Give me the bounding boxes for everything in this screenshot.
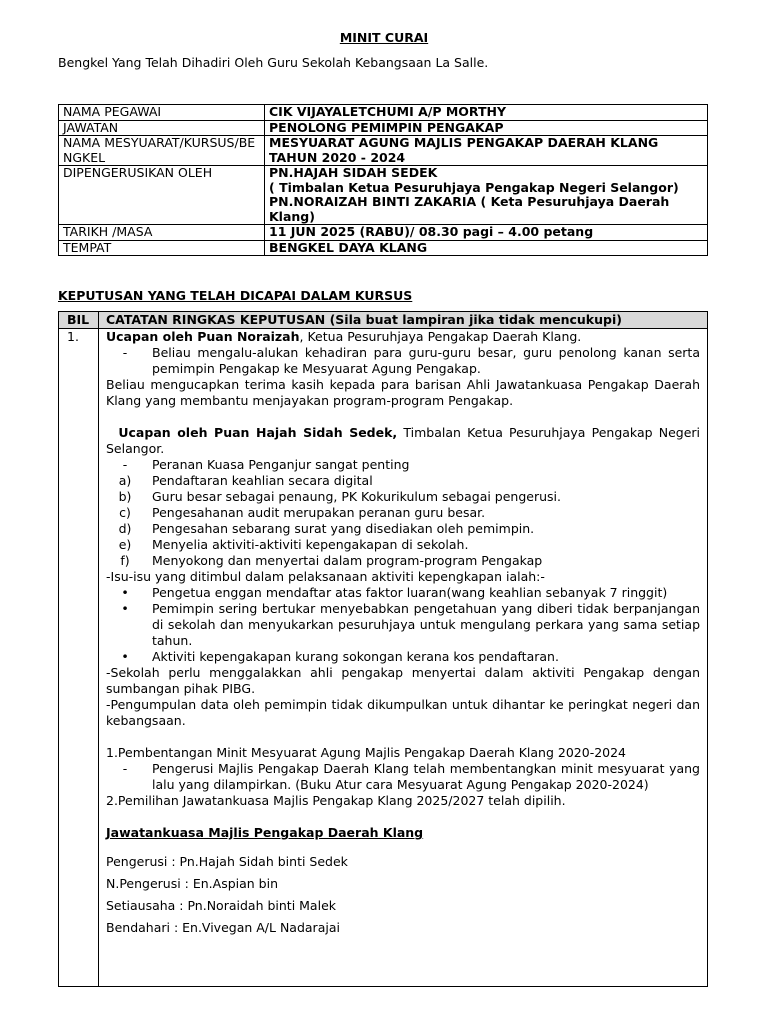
issues-intro: -Isu-isu yang ditimbul dalam pelaksanaan aktiviti kepengkapan ialah:- [106, 569, 545, 584]
ucapan-1-heading [106, 329, 700, 345]
info-row-nama-mesyuarat [59, 136, 708, 166]
list-marker: b) [118, 489, 132, 504]
list-text: Pengesahan sebarang surat yang disediakan oleh pemimpin. [152, 521, 535, 536]
page-title: MINIT CURAI [339, 30, 429, 45]
list-marker: e) [118, 537, 132, 552]
info-label: JAWATAN [59, 120, 265, 136]
info-label: DIPENGERUSIKAN OLEH [59, 166, 265, 225]
info-label: NAMA MESYUARAT/KURSUS/BENGKEL [59, 136, 265, 166]
bullet-text: Pemimpin sering bertukar menyebabkan pengetahuan yang diberi tidak berpanjangan di sekolah dan menyukarkan pesuruhjaya untuk mengulang perkara yang sama setiap tahun. [152, 601, 700, 648]
list-item [106, 553, 700, 569]
info-row-nama-pegawai [59, 105, 708, 121]
committee-member: Pengerusi : Pn.Hajah Sidah binti Sedek [106, 854, 348, 869]
paragraph: Beliau mengucapkan terima kasih kepada para barisan Ahli Jawatankuasa Pengakap Daerah Klang yang membantu menjayakan program-program Pengakap. [106, 377, 700, 408]
list-item [106, 473, 700, 489]
col-catatan-header: CATATAN RINGKAS KEPUTUSAN (Sila buat lampiran jika tidak mencukupi) [106, 312, 622, 327]
info-value: PENOLONG PEMIMPIN PENGAKAP [265, 120, 708, 136]
list-item [106, 537, 700, 553]
info-label: TEMPAT [59, 240, 265, 256]
ucapan-2-heading [106, 425, 700, 457]
speaker-role: , Ketua Pesuruhjaya Pengakap Daerah Klang. [299, 329, 582, 344]
bullet-text: Aktiviti kepengakapan kurang sokongan kerana kos pendaftaran. [152, 649, 559, 664]
dash-text: Pengerusi Majlis Pengakap Daerah Klang telah membentangkan minit mesyuarat yang lalu yang dilampirkan. (Buku Atur cara Mesyuarat Agung Pengakap 2020-2024) [152, 761, 700, 792]
bullet-item [106, 601, 700, 649]
speaker-name: Ucapan oleh Puan Hajah Sidah Sedek, [118, 425, 398, 440]
column-divider [98, 312, 99, 986]
dash-text: Beliau mengalu-alukan kehadiran para guru-guru besar, guru penolong kanan serta pemimpin Pengakap ke Mesyuarat Agung Pengakap. [152, 345, 700, 376]
list-item [106, 489, 700, 505]
list-text: Guru besar sebagai penaung, PK Kokurikulum sebagai pengerusi. [152, 489, 561, 504]
row-content [106, 329, 700, 939]
bullet-text: Pengetua enggan mendaftar atas faktor luaran(wang keahlian sebanyak 7 ringgit) [152, 585, 668, 600]
agenda-item-1: 1.Pembentangan Minit Mesyuarat Agung Majlis Pengakap Daerah Klang 2020-2024 [106, 745, 627, 760]
dash-text: Peranan Kuasa Penganjur sangat penting [152, 457, 410, 472]
bullet-marker: • [121, 585, 129, 600]
info-value: 11 JUN 2025 (RABU)/ 08.30 pagi – 4.00 petang [265, 225, 708, 241]
info-label: TARIKH /MASA [59, 225, 265, 241]
dash-item [106, 345, 700, 377]
paragraph: -Pengumpulan data oleh pemimpin tidak dikumpulkan untuk dihantar ke peringkat negeri dan kebangsaan. [106, 697, 700, 728]
info-value: BENGKEL DAYA KLANG [265, 240, 708, 256]
list-text: Menyelia aktiviti-aktiviti kepengakapan di sekolah. [152, 537, 469, 552]
committee-member: N.Pengerusi : En.Aspian bin [106, 876, 279, 891]
dash-item [106, 457, 700, 473]
list-text: Pendaftaran keahlian secara digital [152, 473, 373, 488]
list-item [106, 521, 700, 537]
committee-list [106, 851, 700, 939]
speaker-name: Ucapan oleh Puan Noraizah [106, 329, 300, 344]
bullet-marker: • [121, 601, 129, 616]
section-title: KEPUTUSAN YANG TELAH DICAPAI DALAM KURSUS [58, 288, 413, 303]
decision-table [58, 311, 708, 987]
list-text: Pengesahanan audit merupakan peranan guru besar. [152, 505, 486, 520]
col-bil-header: BIL [67, 312, 90, 327]
list-marker: d) [118, 521, 132, 536]
chair-name-2: PN.NORAIZAH BINTI ZAKARIA ( Keta Pesuruhjaya Daerah Klang) [269, 194, 670, 224]
row-number: 1. [67, 329, 79, 344]
info-value: CIK VIJAYALETCHUMI A/P MORTHY [265, 105, 708, 121]
committee-member: Setiausaha : Pn.Noraidah binti Malek [106, 898, 336, 913]
dash-marker: - [122, 761, 128, 776]
info-value: MESYUARAT AGUNG MAJLIS PENGAKAP DAERAH KLANG TAHUN 2020 - 2024 [265, 136, 708, 166]
dash-item [106, 761, 700, 793]
chair-name-1: PN.HAJAH SIDAH SEDEK [269, 165, 438, 180]
bullet-item [106, 649, 700, 665]
list-text: Menyokong dan menyertai dalam program-program Pengakap [152, 553, 543, 568]
bullet-item [106, 585, 700, 601]
info-row-jawatan [59, 120, 708, 136]
list-item [106, 505, 700, 521]
agenda-item-2: 2.Pemilihan Jawatankuasa Majlis Pengakap Klang 2025/2027 telah dipilih. [106, 793, 566, 808]
list-marker: f) [120, 553, 130, 568]
list-marker: a) [118, 473, 132, 488]
info-table [58, 104, 708, 256]
intro-text: Bengkel Yang Telah Dihadiri Oleh Guru Sekolah Kebangsaan La Salle. [58, 55, 489, 70]
info-label: NAMA PEGAWAI [59, 105, 265, 121]
info-row-dipengerusikan [59, 166, 708, 225]
bullet-marker: • [121, 649, 129, 664]
dash-marker: - [122, 457, 128, 472]
info-row-tarikh [59, 225, 708, 241]
table-header [59, 312, 707, 328]
speaker-role: Timbalan Ketua Pesuruhjaya Pengakap Negeri Selangor. [106, 425, 701, 456]
info-value [265, 166, 708, 225]
chair-role-1: ( Timbalan Ketua Pesuruhjaya Pengakap Negeri Selangor) [269, 179, 679, 195]
list-marker: c) [119, 505, 131, 520]
committee-member: Bendahari : En.Vivegan A/L Nadarajai [106, 920, 340, 935]
dash-marker: - [122, 345, 128, 360]
paragraph: -Sekolah perlu menggalakkan ahli pengakap menyertai dalam aktiviti Pengakap dengan sumbangan pihak PIBG. [106, 665, 700, 696]
committee-title: Jawatankuasa Majlis Pengakap Daerah Klang [106, 825, 424, 840]
info-row-tempat [59, 240, 708, 256]
